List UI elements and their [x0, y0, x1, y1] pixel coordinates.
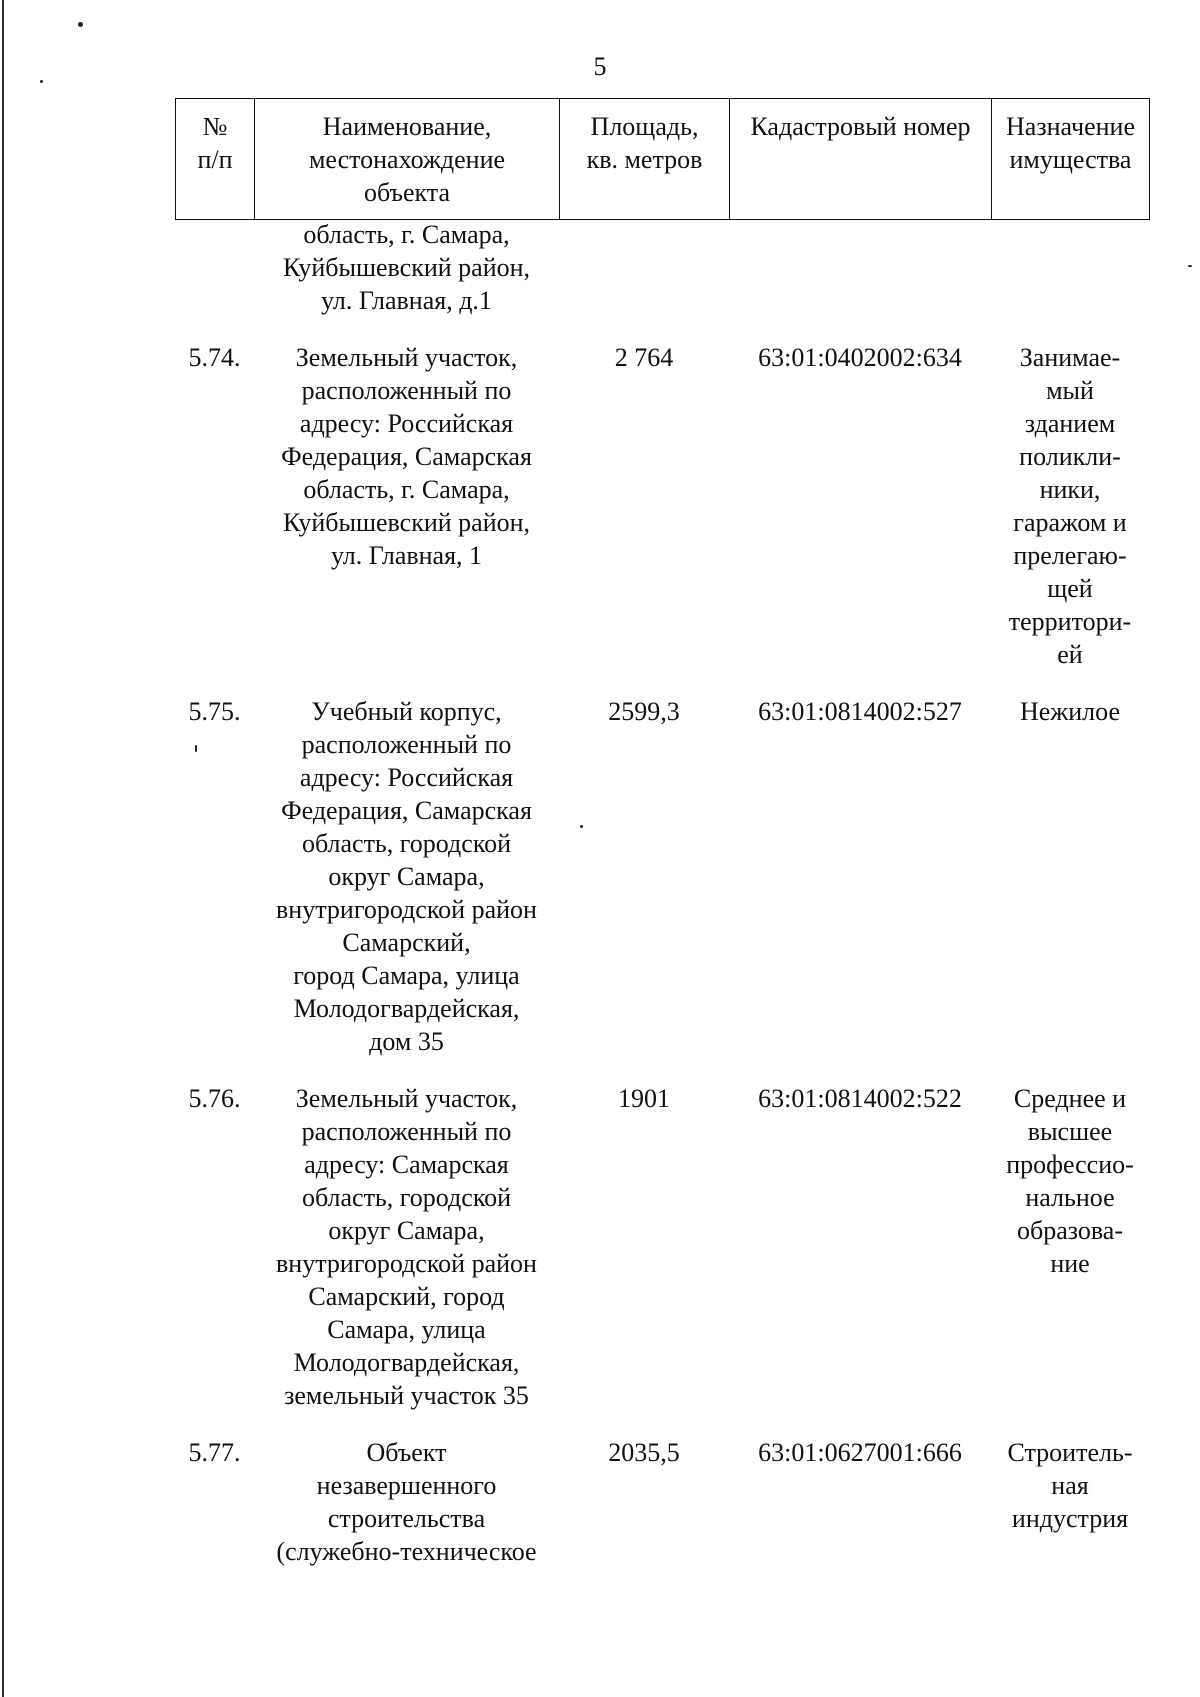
- header-name-location: Наименование, местонахождение объекта: [255, 99, 560, 220]
- scan-speck: [78, 22, 83, 27]
- table-header: [175, 98, 1150, 220]
- row-area: 2 764: [614, 343, 674, 372]
- table-row: [175, 218, 1149, 317]
- row-purpose: Занимае- мый зданием поликли- ники, гаражом и прелегаю- щей территори- ей: [1008, 343, 1132, 669]
- table-row: [175, 341, 1149, 671]
- row-purpose: Среднее и высшее профессио- нальное образова- ние: [1006, 1084, 1134, 1278]
- row-cadastral: 63:01:0627001:666: [758, 1438, 962, 1467]
- row-cadastral: 63:01:0814002:527: [758, 697, 962, 726]
- table-row: [175, 1436, 1149, 1568]
- scan-speck: [1188, 265, 1192, 267]
- header-cadastral-number: Кадастровый номер: [730, 99, 992, 220]
- row-number: 5.77.: [188, 1438, 241, 1467]
- row-area: 1901: [618, 1084, 670, 1113]
- header-row: [176, 99, 1150, 220]
- table-row: [175, 1082, 1149, 1412]
- row-cadastral: 63:01:0814002:522: [758, 1084, 962, 1113]
- scan-speck: [40, 80, 43, 83]
- header-purpose: Назначение имущества: [992, 99, 1150, 220]
- row-number: 5.76.: [188, 1084, 241, 1113]
- page-number: 5: [593, 52, 607, 81]
- row-name: Земельный участок, расположенный по адресу: Самарская область, городской округ Самара, внутригородской район Самарский, город Самара, улица Молодогвардейская, земельный участок 35: [276, 1084, 537, 1410]
- row-name: Объект незавершенного строительства (служебно-техническое: [276, 1438, 537, 1566]
- row-area: 2599,3: [608, 697, 680, 726]
- row-name: Учебный корпус, расположенный по адресу: Российская Федерация, Самарская область, городской округ Самара, внутригородской район Самарский, город Самара, улица Молодогвардейская, дом 35: [276, 697, 537, 1056]
- header-area: Площадь, кв. метров: [560, 99, 730, 220]
- row-purpose: Строитель- ная индустрия: [1007, 1438, 1133, 1533]
- row-cadastral: 63:01:0402002:634: [758, 343, 962, 372]
- row-area: 2035,5: [608, 1438, 680, 1467]
- row-number: 5.75.: [188, 697, 241, 726]
- table-body: [175, 218, 1149, 1568]
- row-number: 5.74.: [188, 343, 241, 372]
- row-purpose: Нежилое: [1019, 697, 1121, 726]
- row-name: Земельный участок, расположенный по адресу: Российская Федерация, Самарская область, г. Самара, Куйбышевский район, ул. Главная, 1: [281, 343, 532, 570]
- scan-left-border: [2, 0, 4, 1697]
- table-row: [175, 695, 1149, 1058]
- row-name: область, г. Самара, Куйбышевский район, ул. Главная, д.1: [282, 220, 531, 315]
- header-number: № п/п: [176, 99, 255, 220]
